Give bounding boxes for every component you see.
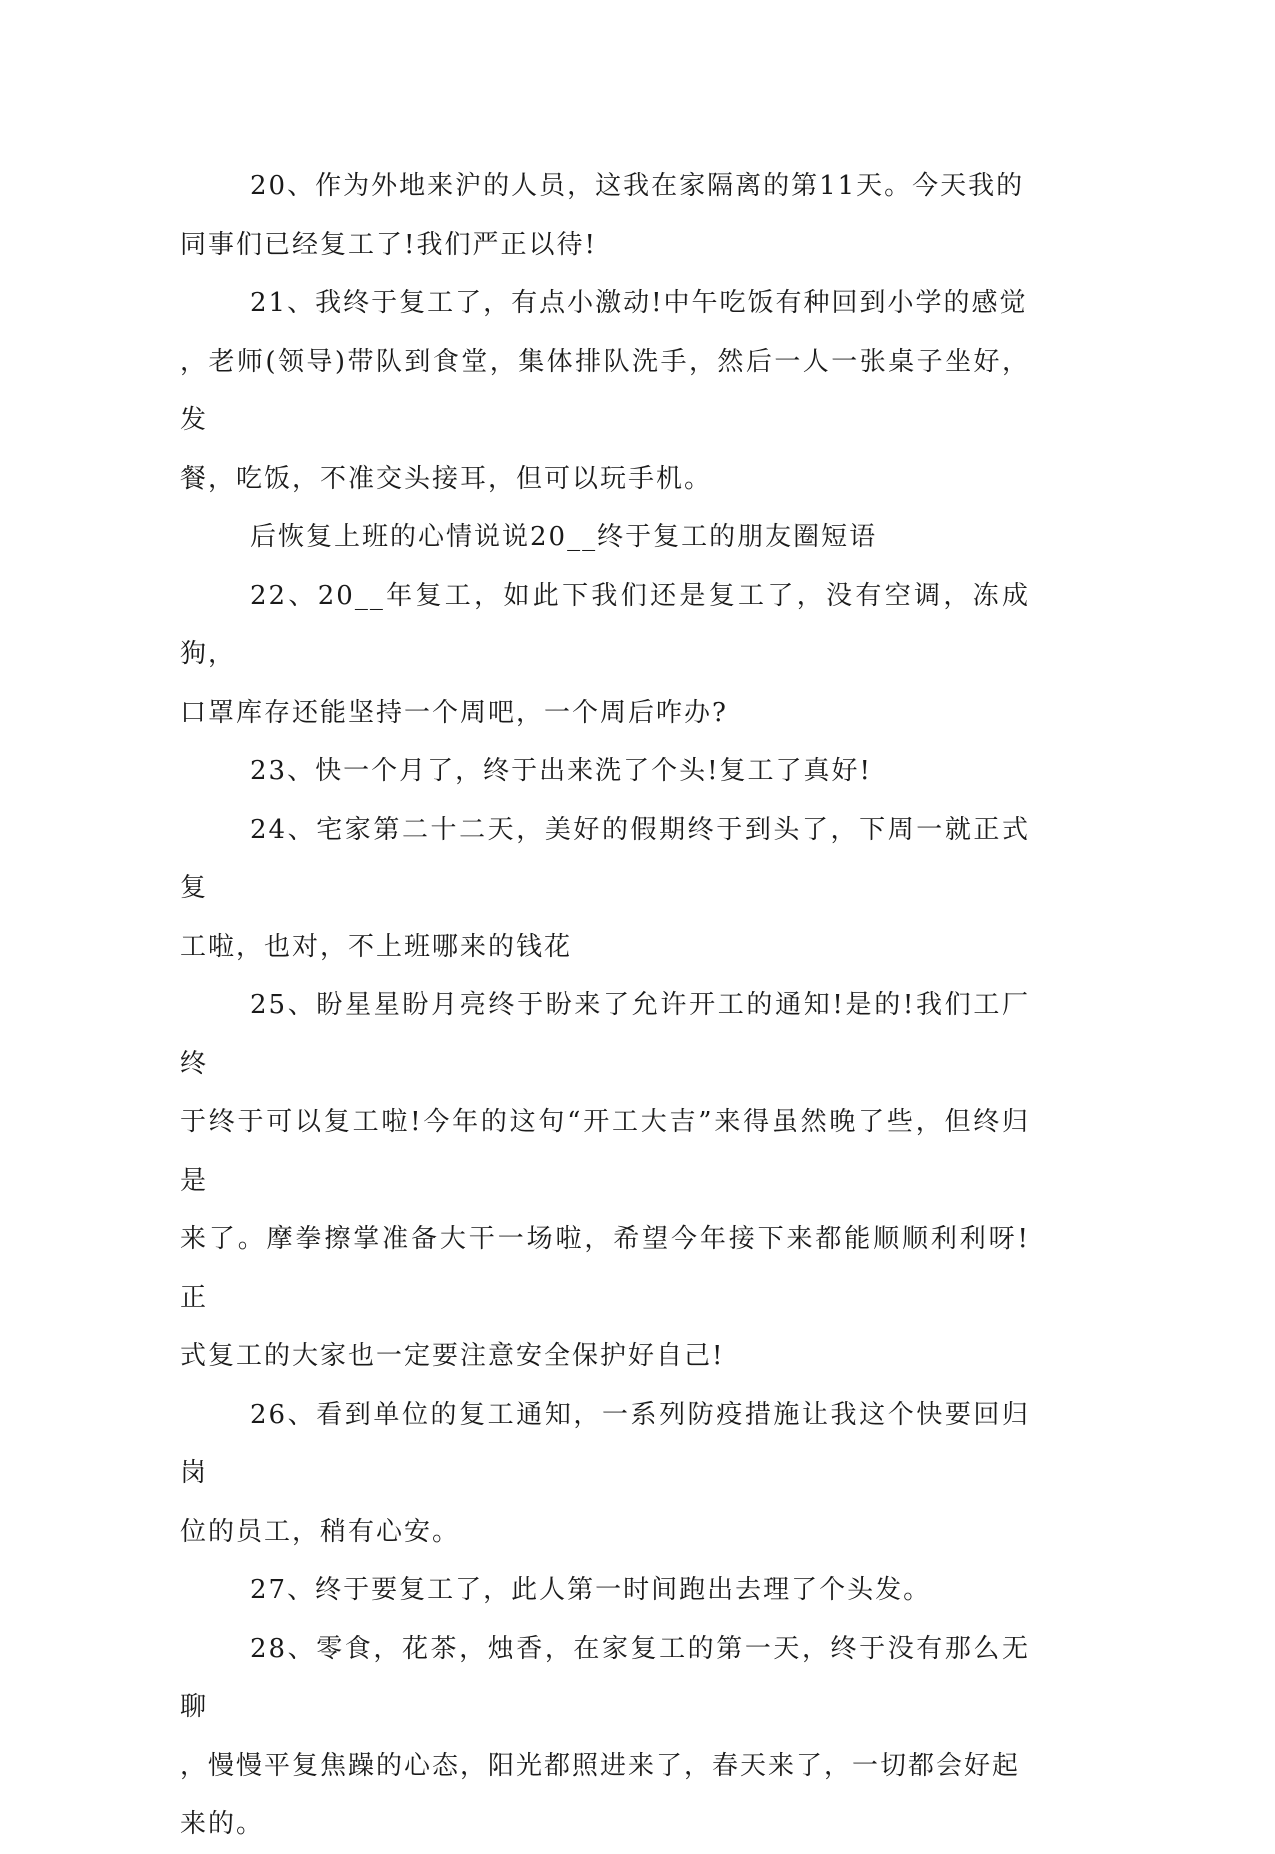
paragraph-28: 28、零食，花茶，烛香，在家复工的第一天，终于没有那么无聊 ，慢慢平复焦躁的心态，阳光都照进来了，春天来了，一切都会好起 来的。 <box>180 1633 1030 1839</box>
paragraph-22: 22、20__年复工，如此下我们还是复工了，没有空调，冻成狗， 口罩库存还能坚持一个周吧，一个周后咋办? <box>180 580 1030 728</box>
paragraph-23: 23、快一个月了，终于出来洗了个头!复工了真好! <box>250 756 872 786</box>
paragraph-21: 21、我终于复工了，有点小激动!中午吃饭有种回到小学的感觉 ，老师(领导)带队到食堂，集体排队洗手，然后一人一张桌子坐好，发 餐，吃饭，不准交头接耳，但可以玩手机。 <box>180 288 1030 494</box>
section-heading: 后恢复上班的心情说说20__终于复工的朋友圈短语 <box>250 522 878 552</box>
paragraph-25: 25、盼星星盼月亮终于盼来了允许开工的通知!是的!我们工厂终 于终于可以复工啦!今年的这句“开工大吉”来得虽然晚了些，但终归是 来了。摩拳擦掌准备大干一场啦，希望今年接下来都能顺顺利利呀!正 式复工的大家也一定要注意安全保护好自己! <box>180 990 1030 1371</box>
paragraph-27: 27、终于要复工了，此人第一时间跑出去理了个头发。 <box>250 1575 932 1605</box>
document-body <box>180 157 1030 1854</box>
paragraph-24: 24、宅家第二十二天，美好的假期终于到头了，下周一就正式复 工啦，也对，不上班哪来的钱花 <box>180 814 1030 962</box>
paragraph-20: 20、作为外地来沪的人员，这我在家隔离的第11天。今天我的 同事们已经复工了!我们严正以待! <box>180 171 1025 260</box>
paragraph-26: 26、看到单位的复工通知，一系列防疫措施让我这个快要回归岗 位的员工，稍有心安。 <box>180 1399 1030 1547</box>
